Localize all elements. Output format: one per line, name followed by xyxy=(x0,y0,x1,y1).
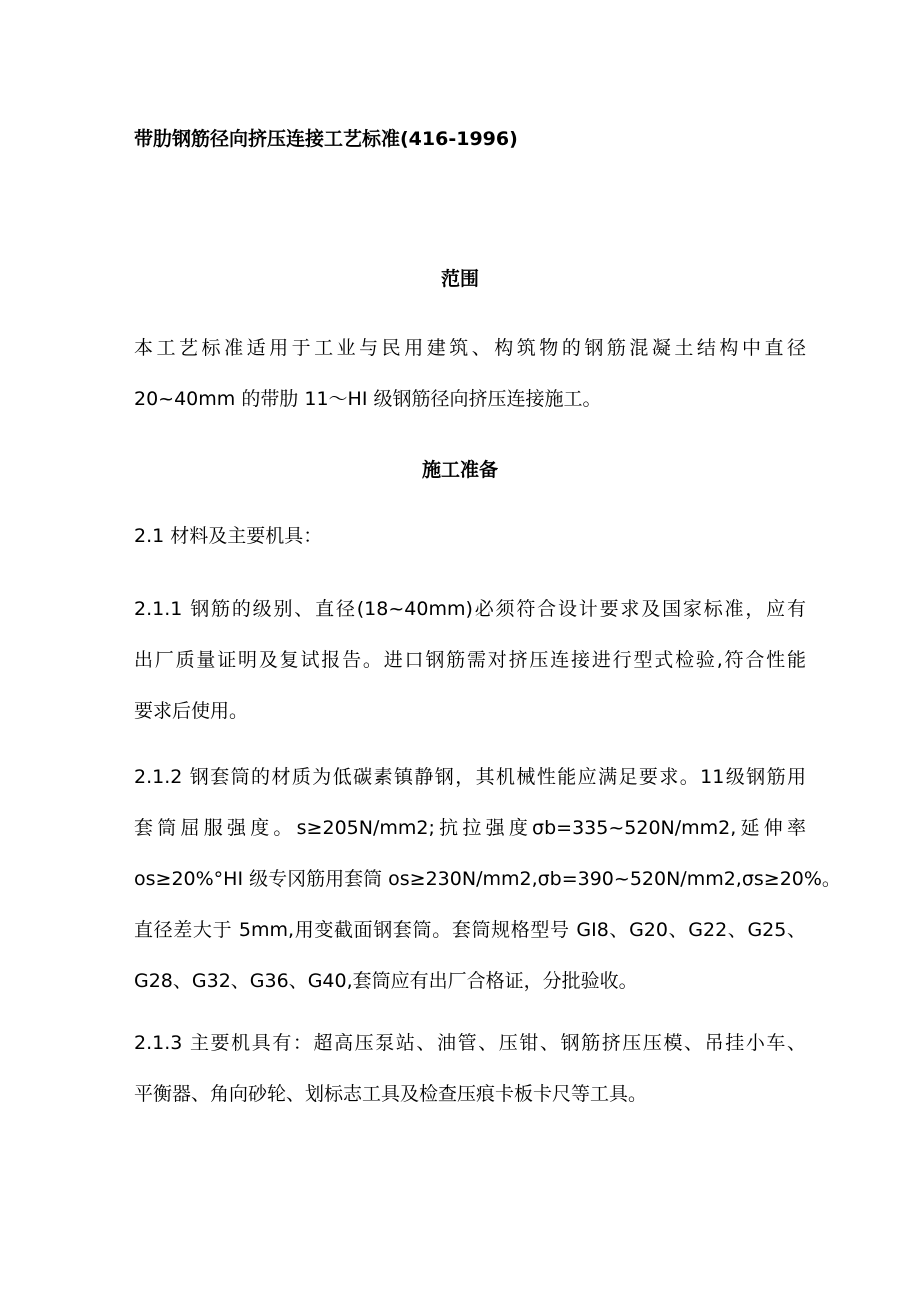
paragraph-2-1 xyxy=(134,511,806,562)
text-line: 直径差大于 5mm,用变截面钢套筒。套筒规格型号 GI8、G20、G22、G25、 xyxy=(134,919,806,941)
scope-paragraph xyxy=(134,323,806,425)
paragraph-2-1-1 xyxy=(134,584,806,737)
text-line: 套筒屈服强度。s≥205N∕mm2;抗拉强度σb=335~520N∕mm2,延伸率 xyxy=(134,817,806,839)
text-line: 平衡器、角向砂轮、划标志工具及检查压痕卡板卡尺等工具。 xyxy=(134,1083,648,1105)
text-line: os≥20%°HI 级专冈筋用套筒 os≥230N∕mm2,σb=390~520N∕mm2,σs≥20%。 xyxy=(134,868,841,890)
text-line: 20~40mm 的带肋 11～HI 级钢筋径向挤压连接施工。 xyxy=(134,388,602,410)
text-line: 2.1.2 钢套筒的材质为低碳素镇静钢，其机械性能应满足要求。11级钢筋用 xyxy=(134,766,806,788)
text-line: 要求后使用。 xyxy=(134,700,249,722)
section-heading-scope: 范围 xyxy=(440,268,479,290)
text-line: 2.1 材料及主要机具： xyxy=(134,525,323,547)
text-line: 出厂质量证明及复试报告。进口钢筋需对挤压连接进行型式检验,符合性能 xyxy=(134,649,806,671)
text-line: 2.1.1 钢筋的级别、直径(18~40mm)必须符合设计要求及国家标准，应有 xyxy=(134,598,806,620)
text-line: 2.1.3 主要机具有：超高压泵站、油管、压钳、钢筋挤压压模、吊挂小车、 xyxy=(134,1032,806,1054)
text-line: G28、G32、G36、G40,套筒应有出厂合格证，分批验收。 xyxy=(134,970,638,992)
paragraph-2-1-3 xyxy=(134,1018,806,1120)
document-title: 带肋钢筋径向挤压连接工艺标准(416-1996) xyxy=(134,128,518,150)
paragraph-2-1-2 xyxy=(134,752,841,1007)
text-line: 本工艺标准适用于工业与民用建筑、构筑物的钢筋混凝土结构中直径 xyxy=(134,337,806,359)
section-heading-preparation: 施工准备 xyxy=(421,459,498,481)
